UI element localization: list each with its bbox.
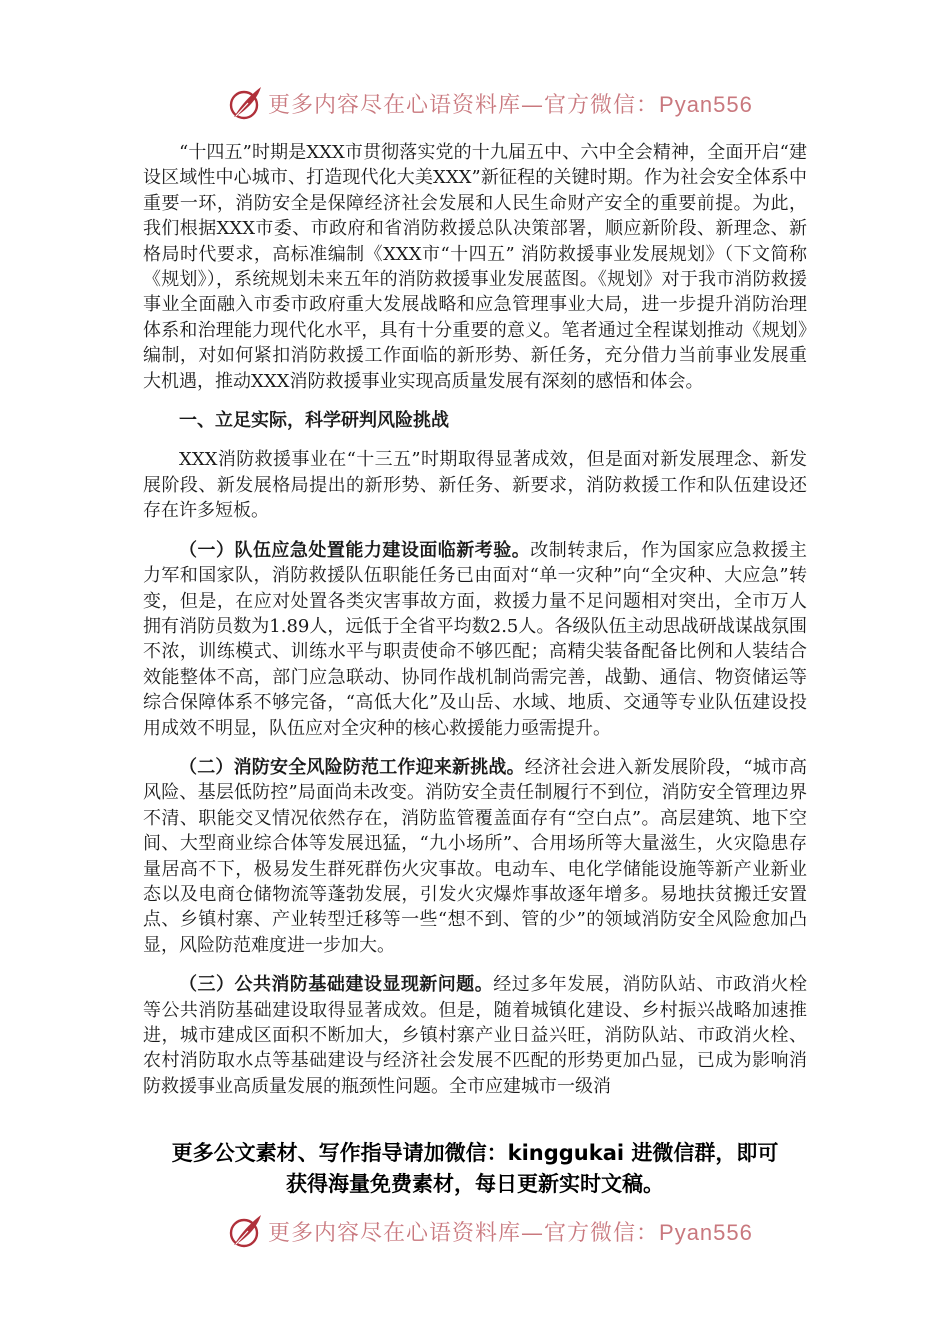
article-body: [143, 140, 807, 1113]
item-title: （一）队伍应急处置能力建设面临新考验。: [179, 539, 531, 561]
footer-banner-text: 更多内容尽在心语资料库—官方微信：Pyan556: [268, 1219, 753, 1246]
header-banner: [228, 80, 753, 126]
promo-notice: [120, 1138, 830, 1200]
footer-banner: [228, 1208, 753, 1254]
item-title: （三）公共消防基础建设显现新问题。: [179, 974, 494, 996]
intro-paragraph: “十四五”时期是XXX市贯彻落实党的十九届五中、六中全会精神，全面开启“建设区域性中心城市、打造现代化大美XXX”新征程的关键时期。作为社会安全体系中重要一环，消防安全是保障经济社会发展和人民生命财产安全的重要前提。为此，我们根据XXX市委、市政府和省消防救援总队决策部署，顺应新阶段、新理念、新格局时代要求，高标准编制《XXX市“十四五” 消防救援事业发展规划》（下文简称《规划》），系统规划未来五年的消防救援事业发展蓝图。《规划》对于我市消防救援事业全面融入市委市政府重大发展战略和应急管理事业大局，进一步提升消防治理体系和治理能力现代化水平，具有十分重要的意义。笔者通过全程谋划推动《规划》编制，对如何紧扣消防救援工作面临的新形势、新任务，充分借力当前事业发展重大机遇，推动XXX消防救援事业实现高质量发展有深刻的感悟和体会。: [143, 142, 807, 392]
item-paragraph-2: [143, 755, 807, 958]
section-heading: 一、立足实际，科学研判风险挑战: [179, 410, 449, 432]
quill-pen-logo-icon: [228, 83, 264, 123]
item-title: （二）消防安全风险防范工作迎来新挑战。: [179, 756, 525, 778]
section-lead-paragraph: XXX消防救援事业在“十三五”时期取得显著成效，但是面对新发展理念、新发展阶段、新发展格局提出的新形势、新任务、新要求，消防救援工作和队伍建设还存在许多短板。: [143, 449, 807, 522]
item-paragraph-3: [143, 972, 807, 1099]
item-text: 经过多年发展，消防队站、市政消火栓等公共消防基础建设取得显著成效。但是，随着城镇化建设、乡村振兴战略加速推进，城市建成区面积不断加大，乡镇村寨产业日益兴旺，消防队站、市政消火栓、农村消防取水点等基础建设与经济社会发展不匹配的形势更加凸显，已成为影响消防救援事业高质量发展的瓶颈性问题。全市应建城市一级消: [143, 974, 808, 1097]
promo-line-1: 更多公文素材、写作指导请加微信：kinggukai 进微信群，即可: [171, 1141, 779, 1165]
header-banner-text: 更多内容尽在心语资料库—官方微信：Pyan556: [268, 91, 753, 118]
quill-pen-logo-icon: [228, 1211, 264, 1251]
item-text: 经济社会进入新发展阶段，“城市高风险、基层低防控”局面尚未改变。消防安全责任制履行不到位，消防安全管理边界不清、职能交叉情况依然存在，消防监管覆盖面存有“空白点”。高层建筑、地下空间、大型商业综合体等发展迅猛，“九小场所”、合用场所等大量滋生，火灾隐患存量居高不下，极易发生群死群伤火灾事故。电动车、电化学储能设施等新产业新业态以及电商仓储物流等蓬勃发展，引发火灾爆炸事故逐年增多。易地扶贫搬迁安置点、乡镇村寨、产业转型迁移等一些“想不到、管的少”的领域消防安全风险愈加凸显，风险防范难度进一步加大。: [143, 756, 807, 956]
item-paragraph-1: [143, 538, 807, 741]
item-text: 改制转隶后，作为国家应急救援主力军和国家队，消防救援队伍职能任务已由面对“单一灾种”向“全灾种、大应急”转变，但是，在应对处置各类灾害事故方面，救援力量不足问题相对突出，全市万人拥有消防员数为1.89人，远低于全省平均数2.5人。各级队伍主动思战研战谋战氛围不浓，训练模式、训练水平与职责使命不够匹配；高精尖装备配备比例和人装结合效能整体不高，部门应急联动、协同作战机制尚需完善，战勤、通信、物资储运等综合保障体系不够完备，“高低大化”及山岳、水域、地质、交通等专业队伍建设投用成效不明显，队伍应对全灾种的核心救援能力亟需提升。: [143, 539, 808, 739]
promo-line-2: 获得海量免费素材，每日更新实时文稿。: [286, 1172, 664, 1196]
